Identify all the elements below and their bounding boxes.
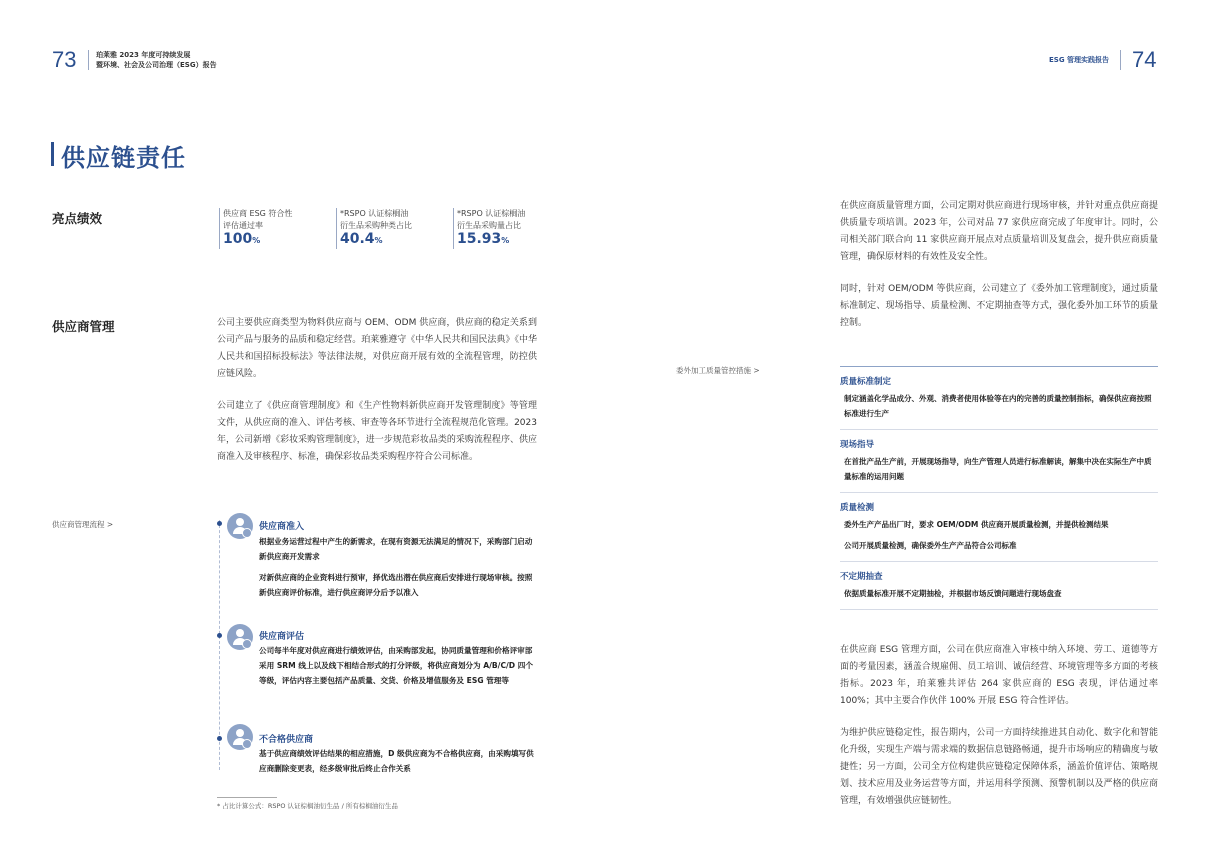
- user-icon: [227, 724, 253, 750]
- paragraph: 公司建立了《供应商管理制度》和《生产性物料新供应商开发管理制度》等管理文件，从供应商的准入、评估考核、审查等各环节进行全流程规范化管理。2023 年，公司新增《彩妆采购管理制度》，进一步规范彩妆品类的采购流程程序、供应商准入及审核程序、标准，确保彩妆品类采购程序符合公司标准。: [217, 401, 537, 462]
- supplier-mgmt-body: [217, 315, 537, 481]
- qc-side-label[interactable]: 委外加工质量管控措施 >: [676, 366, 760, 375]
- qc-item: 现场指导 在首批产品生产前，开展现场指导，向生产管理人员进行标准解读，解集中决在实际生产中质量标准的运用问题: [840, 430, 1158, 493]
- report-title: [96, 50, 217, 70]
- qc-item: 质量标准制定 制定涵盖化学品成分、外观、消费者使用体验等在内的完善的质量控制指标，确保供应商按照标准进行生产: [840, 367, 1158, 430]
- qc-item: 不定期抽查 依据质量标准开展不定期抽检，并根据市场反馈问题进行现场盘查: [840, 562, 1158, 610]
- kpi-label: *RSPO 认证棕榈油: [340, 209, 409, 218]
- kpi-label: 评估通过率: [223, 220, 263, 230]
- timeline-dot: [217, 633, 222, 638]
- kpi-value: 100%: [223, 231, 261, 247]
- quality-mgmt-body: [840, 198, 1158, 347]
- kpi-label: 衍生品采购量占比: [457, 220, 521, 230]
- step-title-unqualified: 不合格供应商: [259, 735, 314, 745]
- paragraph: 为维护供应链稳定性，报告期内，公司一方面持续推进其自动化、数字化和智能化升级，实现生产端与需求端的数据信息链路畅通，提升市场响应的精确度与敏捷性；另一方面，公司全方位构建供应链稳定保障体系，涵盖价值评估、策略规划、技术应用及业务运营等方面，并运用科学预测、预警机制以及严格的供应商管理，有效增强供应链韧性。: [840, 728, 1158, 806]
- kpi-rspo-volume-share: [453, 208, 567, 249]
- timeline-dot: [217, 736, 222, 741]
- qc-item: 质量检测 委外生产产品出厂时，要求 OEM/ODM 供应商开展质量检测，并提供检测结果 公司开展质量检测，确保委外生产产品符合公司标准: [840, 493, 1158, 562]
- process-side-label[interactable]: 供应商管理流程 >: [52, 520, 114, 529]
- paragraph: 在供应商质量管理方面，公司定期对供应商进行现场审核，并针对重点供应商提供质量专项培训。2023 年，公司对品 77 家供应商完成了年度审计。同时，公司相关部门联合向 11 家供应商开展点对点质量培训及复盘会，提升供应商质量管理，确保原材料的有效性及安全性。: [840, 201, 1158, 262]
- report-title-line2: 暨环境、社会及公司治理（ESG）报告: [96, 61, 217, 69]
- user-icon: [227, 624, 253, 650]
- header-divider-right: [1120, 50, 1121, 70]
- timeline-dot: [217, 521, 222, 526]
- right-page-number: 74: [1132, 47, 1157, 72]
- qc-measures-list: [840, 366, 1158, 610]
- page-title: 供应链责任: [61, 144, 186, 172]
- kpi-esg-pass-rate: [219, 208, 323, 249]
- kpi-value: 15.93%: [457, 231, 510, 247]
- footnote: * 占比计算公式：RSPO 认证棕榈油衍生品 / 所有棕榈油衍生品: [217, 802, 398, 810]
- highlights-heading: 亮点绩效: [52, 211, 103, 226]
- kpi-label: *RSPO 认证棕榈油: [457, 209, 526, 218]
- supplier-mgmt-heading: 供应商管理: [52, 319, 115, 334]
- paragraph: 公司主要供应商类型为物料供应商与 OEM、ODM 供应商，供应商的稳定关系到公司产品与服务的品质和稳定经营。珀莱雅遵守《中华人民共和国民法典》《中华人民共和国招标投标法》等法律法规，对供应商开展有效的全流程管理，防控供应链风险。: [217, 318, 537, 379]
- kpi-label: 供应商 ESG 符合性: [223, 209, 293, 218]
- step-text-access: 根据业务运营过程中产生的新需求，在现有资源无法满足的情况下，采购部门启动新供应商开发需求 对新供应商的企业资料进行预审，择优选出潜在供应商后安排进行现场审核。按照新供应商评价标准，进行供应商评分后予以准入: [259, 537, 533, 597]
- kpi-label: 衍生品采购种类占比: [340, 220, 412, 230]
- header-divider-left: [88, 50, 89, 70]
- footnote-rule: [217, 797, 277, 798]
- left-page-number: 73: [52, 47, 77, 72]
- kpi-rspo-type-share: [336, 208, 450, 249]
- section-header-right: ESG 管理实践报告: [1049, 56, 1110, 64]
- step-text-unqualified: 基于供应商绩效评估结果的相应措施，D 级供应商为不合格供应商，由采购填写供应商删除变更表，经多级审批后终止合作关系: [259, 749, 534, 773]
- kpi-value: 40.4%: [340, 231, 383, 247]
- title-accent-bar: [51, 142, 54, 166]
- step-title-evaluation: 供应商评估: [259, 632, 305, 642]
- user-icon: [227, 513, 253, 539]
- process-timeline: [219, 520, 221, 770]
- paragraph: 同时，针对 OEM/ODM 等供应商，公司建立了《委外加工管理制度》，通过质量标准制定、现场指导、质量检测、不定期抽查等方式，强化委外加工环节的质量控制。: [840, 284, 1158, 328]
- step-text-evaluation: 公司每半年度对供应商进行绩效评估，由采购部发起，协同质量管理和价格评审部采用 SRM 线上以及线下相结合形式的打分评级，将供应商划分为 A/B/C/D 四个等级，评估内容主要包括产品质量、交货、价格及增值服务及 ESG 管理等: [259, 646, 533, 685]
- report-title-line1: 珀莱雅 2023 年度可持续发展: [96, 51, 191, 59]
- esg-mgmt-body: [840, 642, 1158, 825]
- step-title-access: 供应商准入: [259, 522, 305, 532]
- paragraph: 在供应商 ESG 管理方面，公司在供应商准入审核中纳入环境、劳工、道德等方面的考量因素，涵盖合规雇佣、员工培训、诚信经营、环境管理等多方面的考核指标。2023 年，珀莱雅共评估 264 家供应商的 ESG 表现，评估通过率 100%；其中主要合作伙伴 100% 开展 ESG 符合性评估。: [840, 645, 1158, 706]
